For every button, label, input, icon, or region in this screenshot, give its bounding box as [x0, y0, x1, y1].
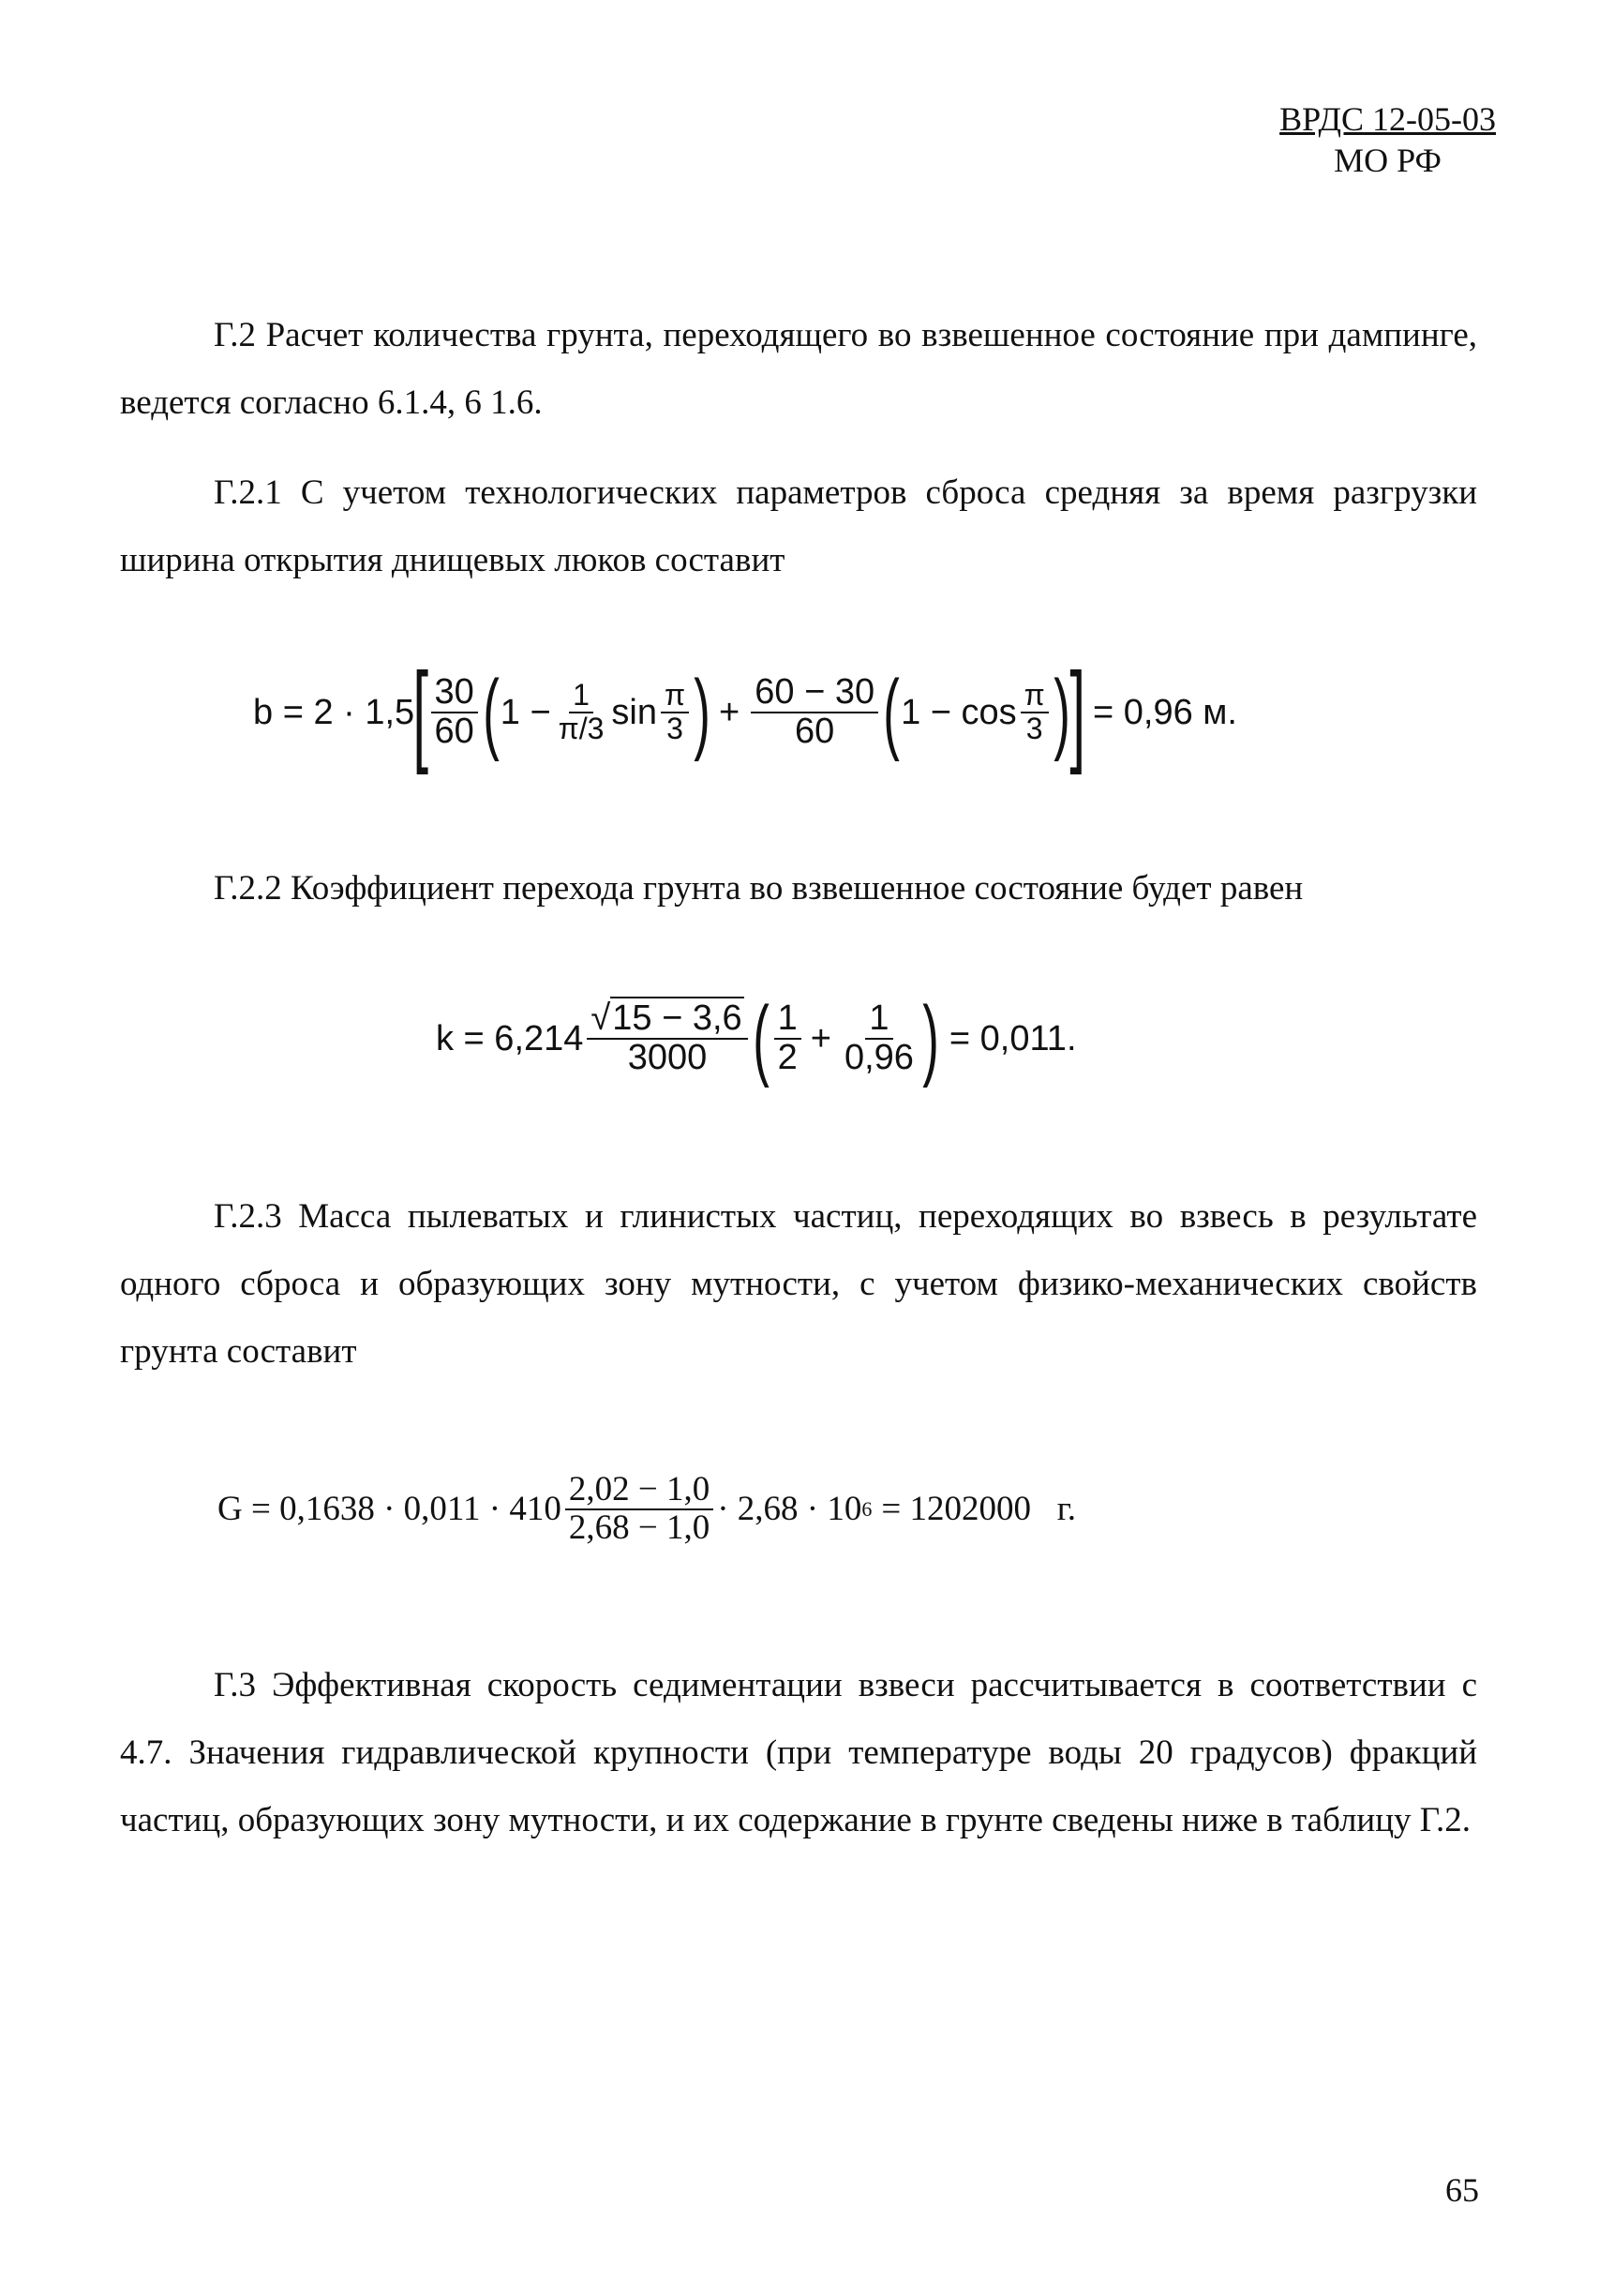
paragraph-g2-3 [120, 1183, 1477, 1386]
denominator: 3000 [627, 1038, 708, 1077]
document-header [1279, 98, 1496, 181]
denominator: 60 [795, 712, 835, 751]
fraction [555, 680, 608, 744]
numerator: 1 [865, 1000, 892, 1040]
numerator: π [661, 680, 689, 713]
paragraph-g3 [120, 1652, 1477, 1854]
sin-function: sin [611, 692, 657, 732]
paren-close: ) [922, 988, 939, 1088]
paragraph-text: Г.3 Эффективная скорость седиментации взвеси рассчитывается в соответствии с 4.7. Значения гидравлической крупности (при температуре воды 20 градусов) фракций частиц, образующих зону мутности, и их содержание в грунте сведены ниже в таблицу Г.2. [120, 1666, 1477, 1839]
formula-result: = 0,011. [949, 1018, 1077, 1058]
formula-k [436, 988, 1077, 1088]
paren-open: ( [883, 662, 900, 762]
paragraph-text: Г.2 Расчет количества грунта, переходящего во взвешенное состояние при дампинге, ведется согласно 6.1.4, 6 1.6. [120, 316, 1477, 422]
denominator: π/3 [558, 712, 605, 745]
denominator: 3 [666, 712, 683, 745]
denominator: 0,96 [844, 1038, 914, 1077]
fraction [587, 1000, 747, 1077]
numerator: 2,02 − 1,0 [565, 1472, 713, 1510]
paren-close: ) [694, 662, 710, 762]
fraction [1021, 680, 1049, 744]
denominator: 2 [777, 1038, 798, 1077]
paren-open: ( [482, 662, 500, 762]
denominator: 2,68 − 1,0 [568, 1508, 710, 1547]
page-number: 65 [1445, 2171, 1479, 2209]
term: 1 − cos [901, 692, 1017, 732]
document-org: МО РФ [1334, 142, 1442, 179]
sqrt-argument: 15 − 3,6 [612, 998, 742, 1039]
paragraph-text: Г.2.2 Коэффициент перехода грунта во взвешенное состояние будет равен [214, 869, 1304, 908]
denominator: 3 [1025, 712, 1043, 745]
numerator: π [1021, 680, 1049, 713]
paragraph-text: Г.2.3 Масса пылеватых и глинистых частиц, переходящих во взвесь в результате одного сброса и образующих зону мутности, с учетом физико-механических свойств грунта составит [120, 1197, 1477, 1371]
bracket-close: ] [1069, 650, 1085, 775]
denominator: 60 [434, 712, 474, 751]
plus-sign: + [719, 692, 740, 732]
formula-lhs: G = 0,1638 · 0,011 · 410 [217, 1490, 561, 1529]
numerator: 30 [431, 674, 478, 713]
paragraph-g2 [120, 302, 1477, 437]
paren-close: ) [1053, 662, 1070, 762]
term: · 2,68 · 10 [717, 1490, 862, 1529]
term: 1 − [500, 692, 551, 732]
fraction [841, 1000, 918, 1077]
formula-g [217, 1472, 1076, 1547]
formula-result: = 1202000 г. [881, 1490, 1077, 1529]
numerator: 1 [569, 680, 593, 713]
fraction [751, 674, 878, 751]
paragraph-text: Г.2.1 С учетом технологических параметров сброса средняя за время разгрузки ширина открытия днищевых люков составит [120, 473, 1477, 579]
document-code: ВРДС 12-05-03 [1279, 100, 1496, 138]
exponent: 6 [861, 1496, 873, 1521]
fraction [774, 1000, 801, 1077]
formula-result: = 0,96 м. [1093, 692, 1237, 732]
fraction [661, 680, 689, 744]
paragraph-g2-2 [120, 855, 1477, 923]
numerator: √15 − 3,6 [587, 1000, 747, 1040]
numerator: 60 − 30 [751, 674, 878, 713]
fraction [565, 1472, 713, 1547]
formula-lhs: k = 6,214 [436, 1018, 584, 1058]
bracket-open: [ [412, 650, 429, 775]
fraction [431, 674, 478, 751]
numerator: 1 [774, 1000, 801, 1040]
plus-sign: + [810, 1018, 831, 1058]
paren-open: ( [752, 988, 770, 1088]
formula-lhs: b = 2 · 1,5 [253, 692, 415, 732]
formula-b [253, 650, 1237, 775]
paragraph-g2-1 [120, 459, 1477, 594]
